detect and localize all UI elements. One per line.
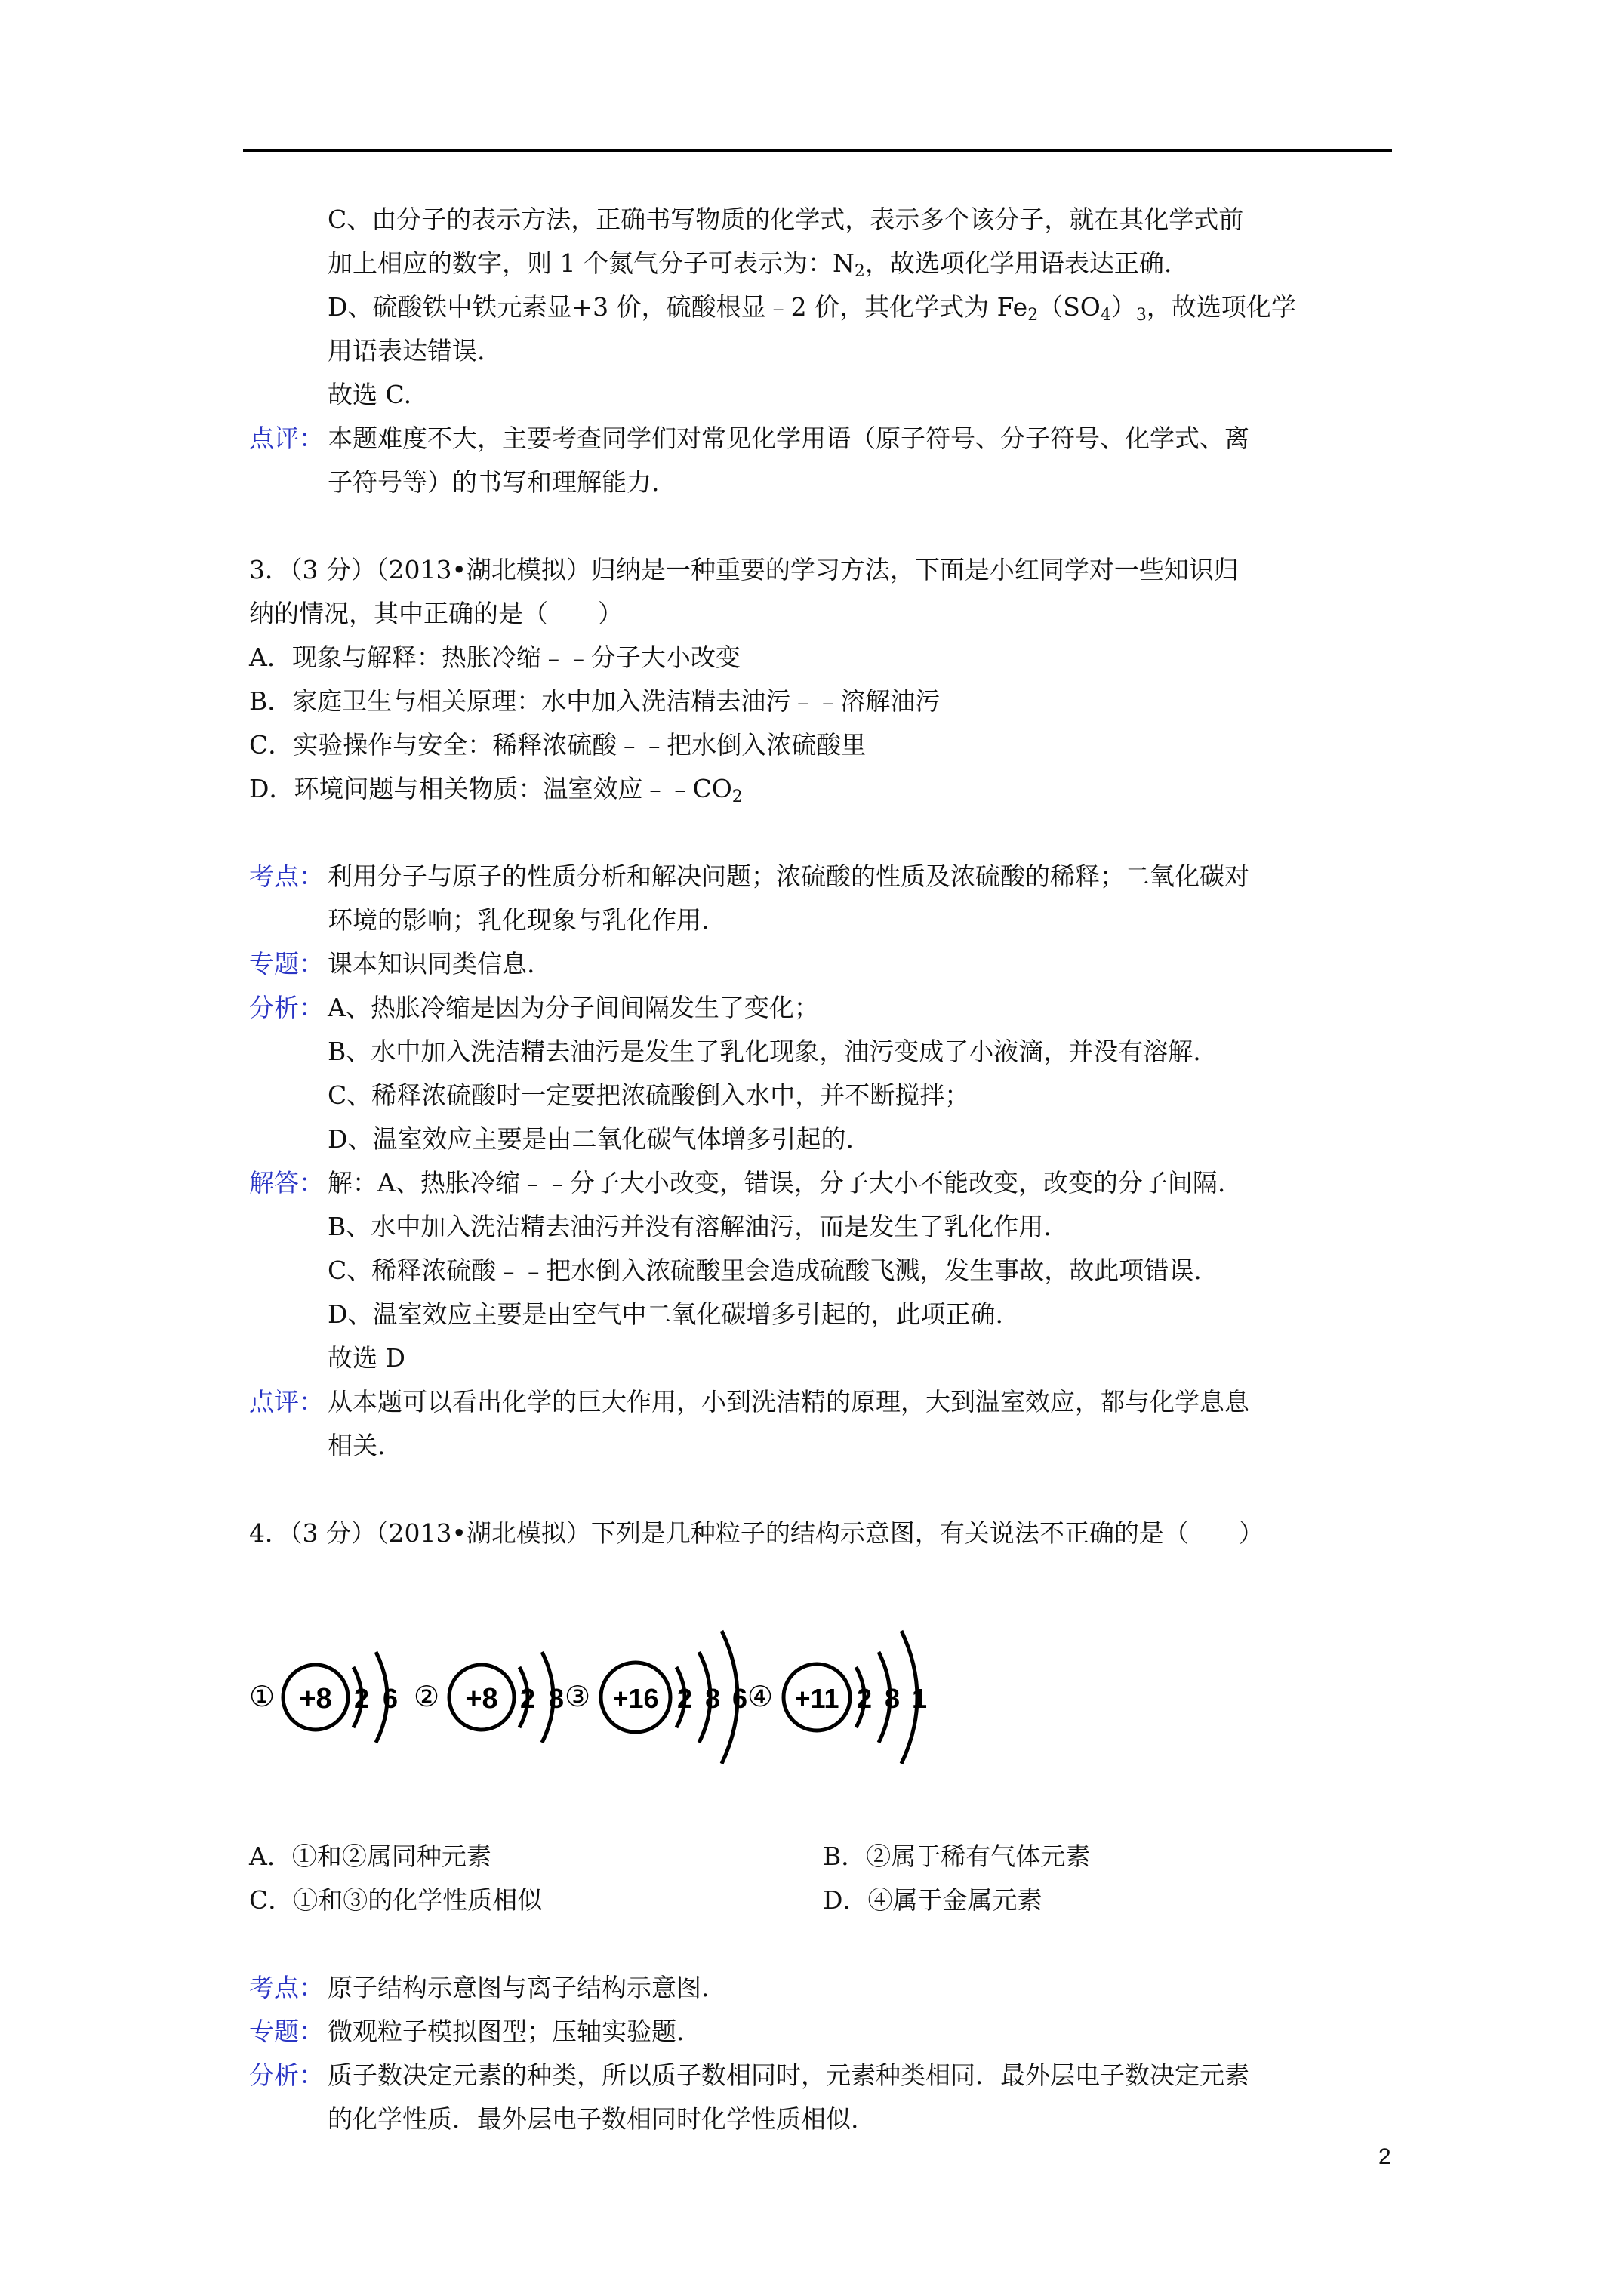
kaodian-line: 环境的影响；乳化现象与乳化作用.	[328, 905, 710, 935]
page-number: 2	[1378, 2144, 1391, 2169]
q2-analysis-c-line1: C、由分子的表示方法，正确书写物质的化学式，表示多个该分子，就在其化学式前	[328, 205, 1244, 234]
electron-count: 6	[731, 1683, 748, 1714]
q4-stem: 4．（3 分）（2013•湖北模拟）下列是几种粒子的结构示意图，有关说法不正确的是（ ）	[249, 1518, 1264, 1548]
kaodian-tag: 考点：	[249, 861, 324, 891]
fenxi-line: A、热胀冷缩是因为分子间间隔发生了变化；	[328, 993, 819, 1022]
electron-count: 1	[911, 1683, 928, 1714]
jieda-line: 解：A、热胀冷缩﹣﹣分子大小改变，错误，分子大小不能改变，改变的分子间隔.	[328, 1168, 1226, 1197]
nucleus-charge: +11	[794, 1683, 839, 1714]
q2-comment	[249, 417, 1397, 504]
fenxi-line: 质子数决定元素的种类，所以质子数相同时，元素种类相同．最外层电子数决定元素	[328, 2060, 1249, 2090]
comment-line: 本题难度不大，主要考查同学们对常见化学用语（原子符号、分子符号、化学式、离	[328, 424, 1249, 453]
electron-count: 2	[676, 1683, 693, 1714]
fenxi-line: D、温室效应主要是由二氧化碳气体增多引起的.	[328, 1124, 854, 1154]
q4-kaodian	[249, 1966, 1397, 2010]
jieda-line: B、水中加入洗洁精去油污并没有溶解油污，而是发生了乳化作用.	[328, 1212, 1052, 1241]
nucleus-charge: +8	[465, 1683, 498, 1715]
jieda-line: C、稀释浓硫酸﹣﹣把水倒入浓硫酸里会造成硫酸飞溅，发生事故，故此项错误.	[328, 1256, 1202, 1285]
q4-zhuanti	[249, 2010, 1397, 2054]
fenxi-line: C、稀释浓硫酸时一定要把浓硫酸倒入水中，并不断搅拌；	[328, 1080, 970, 1110]
q3-stem-line1: 3．（3 分）（2013•湖北模拟）归纳是一种重要的学习方法，下面是小红同学对一些知识归	[249, 555, 1239, 584]
dianping-tag: 点评：	[249, 1387, 324, 1416]
nucleus-charge: +16	[612, 1683, 659, 1714]
particle-label: ①	[249, 1681, 276, 1713]
particle-label: ②	[414, 1681, 440, 1713]
q3-fenxi	[249, 986, 1397, 1161]
q3-option-a: A．现象与解释：热胀冷缩﹣﹣分子大小改变	[249, 643, 741, 672]
jieda-line: D、温室效应主要是由空气中二氧化碳增多引起的，此项正确.	[328, 1299, 1003, 1329]
q3-stem-line2: 纳的情况，其中正确的是（ ）	[249, 599, 623, 628]
q4-options-row2	[249, 1878, 1397, 1922]
dianping-line: 相关.	[328, 1431, 386, 1460]
comment-line: 子符号等）的书写和理解能力.	[328, 467, 660, 497]
q4-option-a: A．①和②属同种元素	[249, 1841, 491, 1871]
q2-choice: 故选 C.	[328, 380, 412, 409]
electron-count: 2	[856, 1683, 873, 1714]
zhuanti-tag: 专题：	[249, 949, 324, 978]
atom-structure-svg	[249, 1578, 1004, 1812]
atom-structure-diagram	[249, 1578, 1397, 1812]
q3-option-d: D．环境问题与相关物质：温室效应$﹣﹣CO_2$	[249, 774, 743, 806]
dianping-line: 从本题可以看出化学的巨大作用，小到洗洁精的原理，大到温室效应，都与化学息息	[328, 1387, 1249, 1416]
particle-label: ④	[747, 1681, 774, 1713]
nucleus-charge: +8	[299, 1683, 332, 1715]
electron-count: 2	[519, 1683, 536, 1714]
q3-kaodian	[249, 855, 1397, 942]
zhuanti-text: 微观粒子模拟图型；压轴实验题.	[328, 2017, 685, 2046]
electron-count: 8	[884, 1683, 901, 1714]
kaodian-line: 利用分子与原子的性质分析和解决问题；浓硫酸的性质及浓硫酸的稀释；二氧化碳对	[328, 861, 1249, 891]
q3-dianping	[249, 1380, 1397, 1468]
fenxi-tag: 分析：	[249, 993, 324, 1022]
q4-fenxi	[249, 2054, 1397, 2141]
kaodian-text: 原子结构示意图与离子结构示意图.	[328, 1973, 710, 2002]
q4-option-c: C．①和③的化学性质相似	[249, 1885, 543, 1915]
q4-option-d: D．④属于金属元素	[823, 1885, 1042, 1915]
q3-option-b: B．家庭卫生与相关原理：水中加入洗洁精去油污﹣﹣溶解油污	[249, 686, 941, 716]
q2-analysis-c-line2: 加上相应的数字，则 1 个氮气分子可表示为：$N_2$，故选项化学用语表达正确.	[328, 248, 1172, 281]
jieda-choice: 故选 D	[328, 1343, 405, 1373]
electron-count: 8	[704, 1683, 721, 1714]
electron-count: 2	[353, 1683, 370, 1714]
electron-count: 8	[548, 1683, 565, 1714]
comment-tag: 点评：	[249, 424, 324, 453]
kaodian-tag: 考点：	[249, 1973, 324, 2002]
header-rule	[243, 149, 1392, 152]
q2-analysis-d-line2: 用语表达错误.	[328, 336, 485, 365]
jieda-tag: 解答：	[249, 1168, 324, 1197]
zhuanti-tag: 专题：	[249, 2017, 324, 2046]
q2-analysis-d-line1: D、硫酸铁中铁元素显+3 价，硫酸根显﹣2 价，其化学式为 $Fe_2(SO_4)_3$，故选项化学	[328, 292, 1296, 325]
zhuanti-text: 课本知识同类信息.	[328, 949, 535, 978]
particle-label: ③	[565, 1681, 591, 1713]
q4-options-row1	[249, 1835, 1397, 1878]
fenxi-line: 的化学性质．最外层电子数相同时化学性质相似.	[328, 2104, 859, 2134]
q3-option-c: C．实验操作与安全：稀释浓硫酸﹣﹣把水倒入浓硫酸里	[249, 730, 867, 760]
electron-count: 6	[382, 1683, 399, 1714]
fenxi-tag: 分析：	[249, 2060, 324, 2090]
q4-option-b: B．②属于稀有气体元素	[823, 1841, 1091, 1871]
fenxi-line: B、水中加入洗洁精去油污是发生了乳化现象，油污变成了小液滴，并没有溶解.	[328, 1037, 1201, 1066]
q3-zhuanti	[249, 942, 1397, 986]
page-content	[249, 198, 1397, 2141]
q3-jieda	[249, 1161, 1397, 1380]
